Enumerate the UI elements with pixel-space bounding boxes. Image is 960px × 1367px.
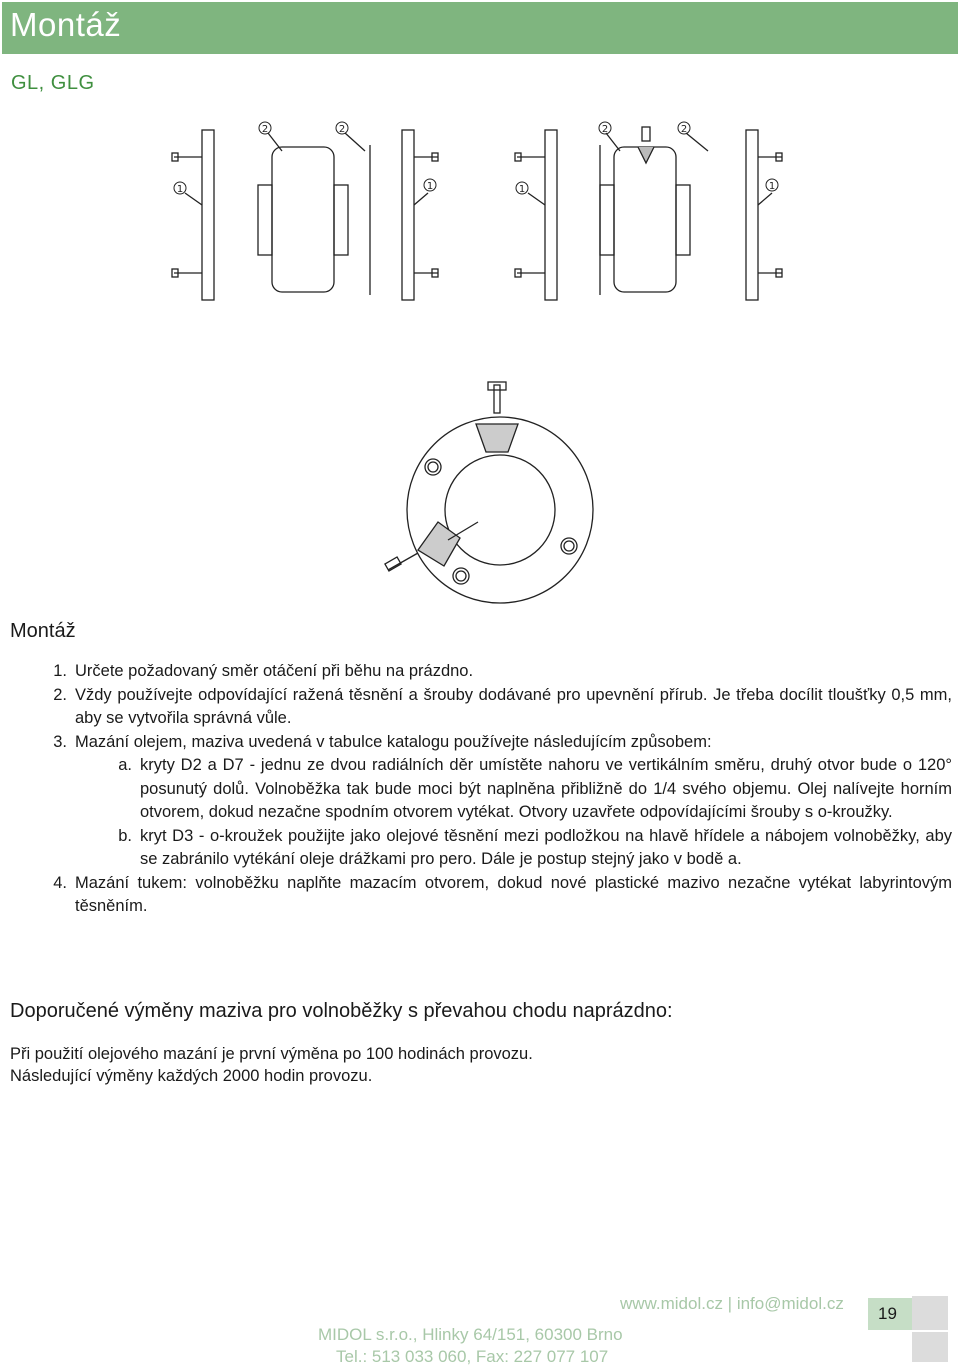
assembly-drawing	[160, 115, 800, 330]
callout-2: 2	[261, 124, 269, 135]
assembly-left	[172, 130, 438, 300]
page-title: Montáž	[10, 6, 122, 43]
list-item: 3. Mazání olejem, maziva uvedená v tabulce katalogu používejte následujícím způsobem:	[53, 732, 712, 751]
callout-1: 1	[176, 184, 184, 195]
side-oil-hole	[418, 522, 460, 566]
list-item: 1. Určete požadovaný směr otáčení při běhu na prázdno.	[53, 662, 474, 680]
list-item: 2. Vždy používejte odpovídající ražená těsnění a šrouby dodávané pro upevnění přírub. Je třeba docílit tloušťky 0,5 mm, aby se vytvořila správná vůle.	[53, 685, 952, 727]
product-subtitle: GL, GLG	[11, 72, 95, 94]
callout-2: 2	[338, 124, 346, 135]
top-oil-hole	[476, 424, 518, 452]
list-item: 4. Mazání tukem: volnoběžku naplňte mazacím otvorem, dokud nové plastické mazivo nezačne vytékat labyrintovým těsněním.	[53, 873, 952, 915]
callout-1: 1	[518, 184, 526, 195]
callout-2: 2	[680, 124, 688, 135]
cover-drawing	[378, 370, 618, 610]
decor-square	[912, 1332, 948, 1362]
assembly-right	[515, 127, 782, 300]
footer-address: MIDOL s.r.o., Hlinky 64/151, 60300 Brno	[318, 1325, 623, 1344]
page-number: 19	[878, 1304, 897, 1323]
header-bar	[2, 2, 958, 54]
recommendation-line: Při použití olejového mazání je první výměna po 100 hodinách provozu.	[10, 1045, 533, 1063]
callout-2: 2	[601, 124, 609, 135]
assembly-steps	[10, 660, 952, 919]
decor-square	[912, 1296, 948, 1330]
cover-bore	[445, 455, 555, 565]
flange-right	[402, 130, 414, 300]
recommendation-line: Následující výměny každých 2000 hodin provozu.	[10, 1067, 373, 1085]
sub-list-item: a. kryty D2 a D7 - jednu ze dvou radiálních děr umístěte nahoru ve vertikálním směru, druhý otvor bude o 120° posunutý dolů. Volnoběžka tak bude moci být naplněna přibližně do 1/4 svého objemu. Olej nalívejte horním otvorem, dokud nezačne spodním otvorem vytékat. Otvory uzavřete odpovídajícími šrouby s o-kroužky.	[118, 756, 952, 821]
footer-phone: Tel.: 513 033 060, Fax: 227 077 107	[336, 1347, 609, 1366]
recommendation-heading: Doporučené výměny maziva pro volnoběžky s převahou chodu naprázdno:	[10, 1000, 673, 1022]
section-heading: Montáž	[10, 620, 76, 642]
sub-list-item: b. kryt D3 - o-kroužek použijte jako olejové těsnění mezi podložkou na hlavě hřídele a nábojem volnoběžky, aby se zabránilo vytékání oleje drážkami pro pero. Dále je postup stejný jako v bodě a.	[118, 826, 952, 868]
callout-1: 1	[426, 181, 434, 192]
callout-1: 1	[768, 181, 776, 192]
flange-left	[202, 130, 214, 300]
footer-contact: www.midol.cz | info@midol.cz	[620, 1294, 844, 1313]
